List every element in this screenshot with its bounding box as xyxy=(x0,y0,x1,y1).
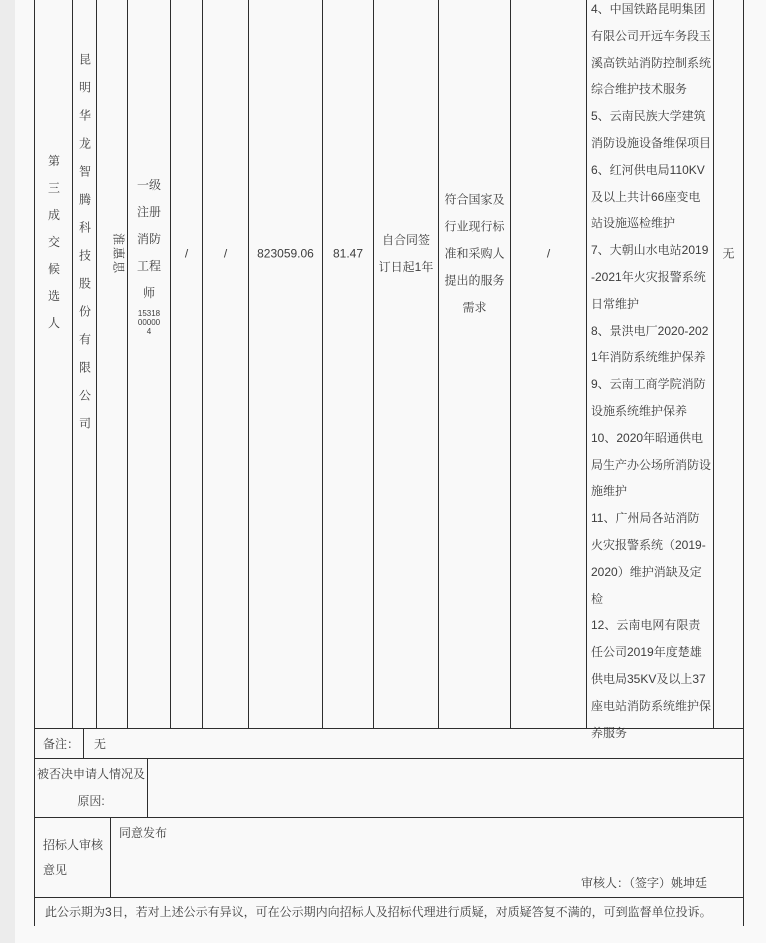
remark-value: 无 xyxy=(94,737,107,751)
performance-item: 7、大朝山水电站2019-2021年火灾报警系统日常维护 xyxy=(591,243,709,311)
company-name: 昆明华龙智腾科技股份有限公司 xyxy=(77,53,92,445)
rejected-applicants-row xyxy=(35,758,743,817)
rejected-applicants-label: 被否决申请人情况及原因: xyxy=(35,759,148,817)
announcement-table xyxy=(34,0,744,926)
company-name-cell xyxy=(73,0,97,728)
performance-item: 5、云南民族大学建筑消防设施设备维保项目 xyxy=(591,109,712,150)
page-left-margin xyxy=(0,0,15,943)
tenderer-review-label: 招标人审核意见 xyxy=(35,818,111,897)
person-name: 淮惠思 xyxy=(111,232,126,276)
review-comment: 同意发布 xyxy=(119,826,168,840)
performance-list-cell xyxy=(587,0,714,740)
qualification-cell xyxy=(128,0,171,728)
performance-item: 11、广州局各站消防火灾报警系统（2019-2020）维护消缺及定检 xyxy=(591,511,706,606)
tenderer-review-row xyxy=(35,817,743,897)
bid-price-cell xyxy=(249,0,323,728)
last-column-cell xyxy=(714,0,743,728)
performance-item: 4、中国铁路昆明集团有限公司开远车务段玉溪高铁站消防控制系统综合维护技术服务 xyxy=(591,2,712,97)
quality-response-cell xyxy=(439,0,511,728)
score: 81.47 xyxy=(332,246,364,261)
last-column-value: 无 xyxy=(722,246,735,261)
remark-row xyxy=(35,728,743,758)
placeholder-cell-3: / xyxy=(511,0,587,728)
placeholder-cell-2: / xyxy=(203,0,249,728)
qualification-title: 一级注册消防工程师 xyxy=(136,178,161,300)
performance-item: 6、红河供电局110KV及以上共计66座变电站设施巡检维护 xyxy=(591,162,705,231)
performance-item: 10、2020年昭通供电局生产办公场所消防设施维护 xyxy=(591,430,712,499)
service-period-cell xyxy=(374,0,439,728)
publicity-note: 此公示期为3日，若对上述公示有异议，可在公示期内向招标人及招标代理进行质疑，对质疑答复不满的，可到监督单位投诉。 xyxy=(45,905,712,919)
quality-response: 符合国家及行业现行标准和采购人提出的服务需求 xyxy=(444,192,505,315)
candidate-rank-label: 第三成交候选人 xyxy=(46,154,61,344)
performance-item: 12、云南电网有限责任公司2019年度楚雄供电局35KV及以上37座电站消防系统维护保养服务 xyxy=(591,618,712,740)
score-cell xyxy=(323,0,374,728)
rejected-applicants-value xyxy=(148,759,743,817)
performance-item: 8、景洪电厂2020-2021年消防系统维护保养 xyxy=(591,323,709,365)
tenderer-review-content xyxy=(111,818,743,897)
placeholder-cell-1: / xyxy=(171,0,203,728)
candidate-row xyxy=(35,0,743,740)
reviewer-signature: 审核人：（签字）姚坤廷 xyxy=(580,876,707,890)
bid-price: 823059.06 xyxy=(257,246,314,261)
person-name-cell xyxy=(97,0,128,728)
publicity-note-row xyxy=(35,897,743,925)
performance-item: 9、云南工商学院消防设施系统维护保养 xyxy=(591,377,706,418)
performance-list xyxy=(587,0,713,746)
remark-label: 备注： xyxy=(35,729,84,758)
qualification-number: 15318000004 xyxy=(137,309,161,336)
candidate-rank-cell xyxy=(35,0,73,728)
service-period: 自合同签订日起1年 xyxy=(378,233,434,274)
